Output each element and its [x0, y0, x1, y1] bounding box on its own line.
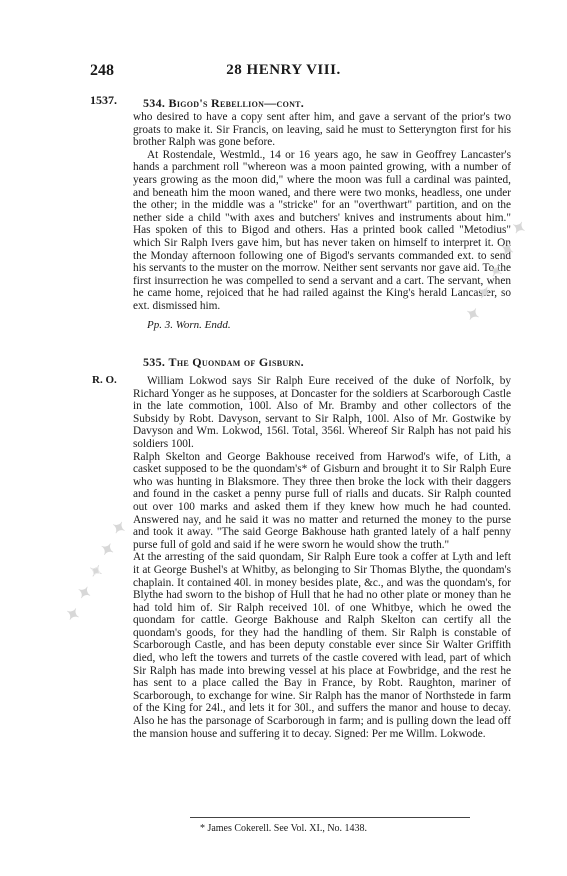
section-535-para-3: At the arresting of the said quondam, Sir Ralph Eure took a coffer at Lyth and left it at George Bushel's at Whitby, as belonging to Sir Thomas Blythe, the quondam's chaplain. It contained 40l. in money besides plate, &c., and was the quondam's, for Blythe had sworn to the bishop of Hull that he had no other plate or money than he had told him of. Sir Ralph received 10l. of one Whitbye, which he owed the quondam for cattle. George Bakhouse and Ralph Skelton can certify all the quondam's goods, for they had the handling of them. Sir Ralph is constable of Scarborough Castle, and has been deputy constable ever since Sir Walter Griffith died, who left the towers and turrets of the castle covered with lead, part of which Sir Ralph has made into brewing vessel at his place at Fowbridge, and the rest he has sent to a place called the Bay in France, by Robt. Raughton, mariner of Scarborough, to exchange for wine. Sir Ralph has the manor of Northstede in farm of the King for 24l., and lets it for 30l., and suffers the manor and house to decay. Also he has the parsonage of Scarborough in farm; and is pulling down the lead off the mansion house and suffering it to decay. Signed: Per me Willm. Lokwode. — [133, 551, 511, 740]
margin-year: 1537. — [90, 93, 117, 107]
margin-doc-ref: R. O. — [92, 374, 117, 386]
page-number: 248 — [90, 62, 114, 79]
section-534-para-2: At Rostendale, Westmld., 14 or 16 years ago, he saw in Geoffrey Lancaster's hands a parchment roll "whereon was a moon painted growing, with a number of years growing as the moon did," where the moon was full a cardinal was painted, and beneath him the moon waned, and there were two monks, headless, one under the other; in the middle was a "stricke" for an "overthwart" partition, and on the nether side a child "with axes and butchers' knives and instruments about him." Has spoken of this to Bigod and others. Has a printed book called "Metodius" which Sir Ralph Ivers gave him, but has never taken on himself to interpret it. On the Monday afternoon following one of Bigod's servants commanded ext. to send his servants to the muster on the morrow. Neither sent servants nor gave aid. To the first insurrection he was compelled to send a servant and a cart. The servant, when he came home, rejoiced that he had railed against the King's herald Lancaster, so ext. dismissed him. — [133, 148, 511, 312]
section-535-number: 535. — [143, 355, 166, 369]
section-534-endnote: Pp. 3. Worn. Endd. — [147, 318, 231, 331]
section-534 — [133, 96, 511, 331]
section-534-heading — [143, 96, 511, 111]
footnote-rule — [190, 817, 470, 818]
section-534-para-1: who desired to have a copy sent after him, and gave a servant of the prior's two groats to make it. Sir Francis, on leaving, said he must to Setteryngton first for his brother Ralph was gone before. — [133, 111, 511, 149]
section-534-number: 534. — [143, 96, 166, 110]
section-535 — [133, 355, 511, 740]
section-535-para-2: Ralph Skelton and George Bakhouse received from Harwod's wife, of Lith, a casket supposed to be the quondam's* of Gisburn and brought it to Sir Ralph Eure who was hunting in Blaksmore. They three then broke the lock with their daggers and found in the casket a penny purse full of rialls and ducats. Sir Ralph counted out over 100 marks and asked them if they knew how much he had counted. Answered nay, and he said it was no matter and returned the money to the purse and took it away. "The said George Bakhouse hath granted lately of a half penny purse full of gold and said if he were sworn he would show the truth." — [133, 450, 511, 551]
section-535-heading — [143, 355, 511, 370]
footnote: * James Cokerell. See Vol. XI., No. 1438. — [199, 823, 368, 834]
section-535-title: The Quondam of Gisburn. — [168, 355, 304, 369]
watermark-stamp-1: ✦ ✦ ✦ ✦ ✦ — [461, 214, 533, 326]
section-534-title: Bigod's Rebellion—cont. — [168, 96, 305, 110]
running-title: 28 HENRY VIII. — [226, 62, 341, 78]
watermark-stamp-2: ✦ ✦ ✦ ✦ ✦ — [61, 514, 133, 626]
section-535-para-1: William Lokwod says Sir Ralph Eure received of the duke of Norfolk, by Richard Yonger as he supposes, at Doncaster for the soldiers at Scarborough Castle in the late commotion, 100l. Also of Mr. Bramby and other collectors of the Subsidy by Robt. Davyson, servant to Sir Ralph, 100l. Also of Mr. Gostwike by Davyson and Wm. Lokwod, 156l. Total, 356l. Whereof Sir Ralph has not paid his soldiers 100l. — [133, 375, 511, 450]
